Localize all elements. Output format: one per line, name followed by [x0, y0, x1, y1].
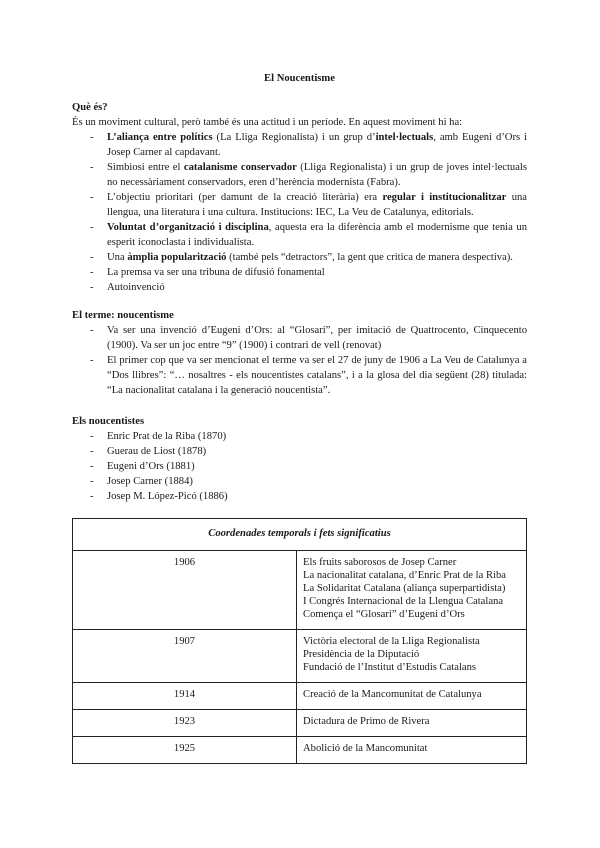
list-item: - Josep Carner (1884) [72, 474, 527, 489]
what-list [72, 130, 527, 295]
list-item: - Guerau de Liost (1878) [72, 444, 527, 459]
authors-list [72, 429, 527, 504]
bold-fragment: regular i institucionalitzar [382, 192, 507, 203]
list-item: - El primer cop que va ser mencionat el terme va ser el 27 de juny de 1906 a La Veu de Catalunya a “Dos llibres”: “… nosaltres - els noucentistes catalans”, i a la glosa del dia següent (28) titulada: “La nacionalitat catalana i la generació noucentista”. [72, 353, 527, 398]
text-fragment: Simbiosi entre el [107, 162, 184, 173]
facts-cell [297, 737, 527, 764]
bold-fragment: catalanisme conservador [183, 162, 297, 173]
year-cell: 1907 [73, 630, 297, 683]
table-header: Coordenades temporals i fets significatius [73, 519, 527, 551]
fact-line: La Solidaritat Catalana (aliança superpartidista) [303, 583, 506, 594]
document-title: El Noucentisme [264, 73, 335, 84]
table-row [73, 551, 527, 630]
text-fragment: , amb Eugeni d’Ors i Josep Carner al capdavant. [107, 132, 527, 158]
list-item [72, 250, 527, 265]
section-heading-term: El terme: noucentisme [72, 310, 174, 321]
table-row [73, 630, 527, 683]
fact-line: Abolició de la Mancomunitat [303, 743, 428, 754]
list-item [72, 220, 527, 250]
fact-line: Creació de la Mancomunitat de Catalunya [303, 689, 482, 700]
year-cell: 1906 [73, 551, 297, 630]
list-item [72, 190, 527, 220]
fact-line: Comença el “Glosari” d’Eugeni d’Ors [303, 609, 465, 620]
list-item: - Eugeni d’Ors (1881) [72, 459, 527, 474]
fact-line: La nacionalitat catalana, d’Enric Prat de la Riba [303, 570, 506, 581]
chronology-table [72, 518, 527, 764]
table-row [73, 683, 527, 710]
list-item: - Enric Prat de la Riba (1870) [72, 429, 527, 444]
section-heading-authors: Els noucentistes [72, 416, 145, 427]
bold-fragment: L’aliança entre polítics [107, 132, 213, 143]
year-cell: 1923 [73, 710, 297, 737]
fact-line: Dictadura de Primo de Rivera [303, 716, 430, 727]
text-fragment: (Lliga Regionalista) i un grup de joves intel·lectuals no necessàriament conservadors, eren d’herència modernista (Fabra). [107, 162, 527, 188]
table-row [73, 710, 527, 737]
bold-fragment: àmplia popularització [127, 252, 227, 263]
text-fragment: , aquesta era la diferència amb el modernisme que tenia un esperit iconoclasta i individualista. [107, 222, 527, 248]
facts-cell [297, 551, 527, 630]
fact-line: Els fruits saborosos de Josep Carner [303, 557, 457, 568]
facts-cell [297, 630, 527, 683]
fact-line: Presidència de la Diputació [303, 649, 420, 660]
year-cell: 1914 [73, 683, 297, 710]
year-cell: 1925 [73, 737, 297, 764]
intro-paragraph: És un moviment cultural, però també és una actitud i un període. En aquest moviment hi ha: [72, 117, 463, 128]
bold-fragment: intel·lectuals [375, 132, 434, 143]
text-fragment: Una [107, 252, 128, 263]
list-item: - Va ser una invenció d’Eugeni d’Ors: al “Glosari”, per imitació de Quattrocento, Cinquecento (1900). Va ser un joc entre “9” (1900) i contrari de vell (renovat) [72, 323, 527, 353]
table-row [73, 737, 527, 764]
list-item [72, 160, 527, 190]
fact-line: I Congrés Internacional de la Llengua Catalana [303, 596, 504, 607]
text-fragment: Autoinvenció [107, 282, 165, 293]
text-fragment: La premsa va ser una tribuna de difusió fonamental [107, 267, 325, 278]
list-item [72, 130, 527, 160]
fact-line: Victòria electoral de la Lliga Regionalista [303, 636, 480, 647]
list-item: - Josep M. López-Picó (1886) [72, 489, 527, 504]
text-fragment: L’objectiu prioritari (per damunt de la creació literària) era [107, 192, 383, 203]
text-fragment: una llengua, una literatura i una cultura. Institucions: IEC, La Veu de Catalunya, editorials. [107, 192, 527, 218]
document-page [72, 71, 527, 764]
list-item [72, 280, 527, 295]
fact-line: Fundació de l’Institut d’Estudis Catalans [303, 662, 477, 673]
text-fragment: (també pels “detractors”, la gent que critica de manera despectiva). [226, 252, 513, 263]
facts-cell [297, 683, 527, 710]
term-list [72, 323, 527, 398]
bold-fragment: Voluntat d’organització i disciplina [107, 222, 269, 233]
list-item [72, 265, 527, 280]
text-fragment: (La Lliga Regionalista) i un grup d’ [212, 132, 376, 143]
section-heading-what: Què és? [72, 102, 108, 113]
facts-cell [297, 710, 527, 737]
